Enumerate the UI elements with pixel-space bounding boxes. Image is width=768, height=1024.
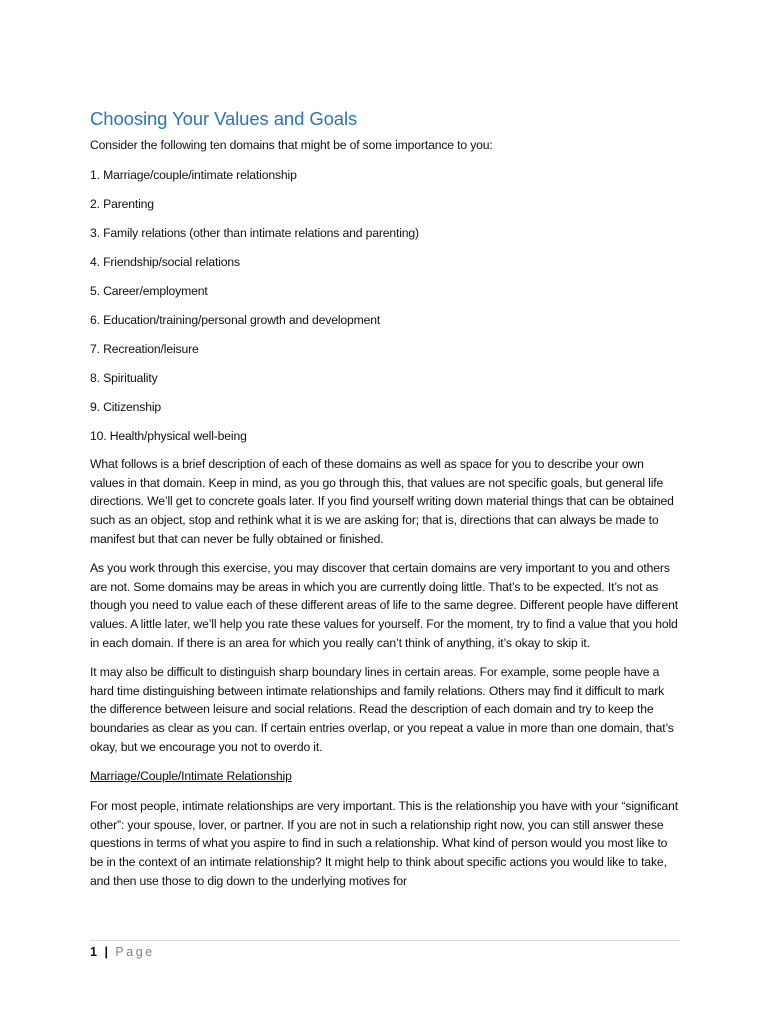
list-item: 8. Spirituality — [90, 370, 158, 385]
list-item: 3. Family relations (other than intimate relations and parenting) — [90, 225, 419, 240]
list-item: 10. Health/physical well-being — [90, 428, 247, 443]
intro-paragraph: Consider the following ten domains that might be of some importance to you: — [90, 138, 493, 152]
list-item: 9. Citizenship — [90, 399, 162, 414]
document-title: Choosing Your Values and Goals — [90, 108, 358, 129]
footer-separator: | — [104, 945, 109, 959]
body-paragraph: As you work through this exercise, you may discover that certain domains are very important to you and others are not. Some domains may be areas in which you are currently doing little. That’s to be expected. It’s not as though you need to value each of these different areas of life to the same degree. Different people have different values. A little later, we’ll help you rate these values for yourself. For the moment, try to find a value that you hold in each domain. If there is an area for which you really can’t think of anything, it’s okay to skip it. — [90, 560, 678, 650]
list-item: 6. Education/training/personal growth and development — [90, 312, 381, 327]
page-number: 1 — [90, 945, 98, 959]
body-paragraph: It may also be difficult to distinguish sharp boundary lines in certain areas. For example, some people have a hard time distinguishing between intimate relationships and family relations. Others may find it difficult to mark the difference between leisure and social relations. Read the description of each domain and try to keep the boundaries as clear as you can. If certain entries overlap, or you repeat a value in more than one domain, that’s okay, but we encourage you not to overdo it. — [90, 664, 674, 754]
list-item: 4. Friendship/social relations — [90, 254, 240, 269]
domain-list — [90, 167, 680, 445]
body-paragraph: What follows is a brief description of each of these domains as well as space for you to describe your own values in that domain. Keep in mind, as you go through this, that values are not specific goals, but general life directions. We’ll get to concrete goals later. If you find yourself writing down material things that can be obtained such as an object, stop and rethink what it is we are asking for; that is, directions that can always be made to manifest but that can never be fully obtained or finished. — [90, 456, 674, 546]
list-item: 1. Marriage/couple/intimate relationship — [90, 167, 297, 182]
page-footer — [90, 940, 680, 959]
section-heading: Marriage/Couple/Intimate Relationship — [90, 768, 292, 783]
section-paragraph: For most people, intimate relationships are very important. This is the relationship you have with your “significant other”: your spouse, lover, or partner. If you are not in such a relationship right now, you can still answer these questions in terms of what you aspire to find in such a relationship. What kind of person would you most like to be in the context of an intimate relationship? It might help to think about specific actions you would like to take, and then use those to dig down to the underlying motives for — [90, 798, 678, 888]
page-number-line — [90, 945, 680, 959]
page-label: Page — [115, 945, 155, 959]
list-item: 7. Recreation/leisure — [90, 341, 199, 356]
document-page — [90, 108, 680, 901]
list-item: 2. Parenting — [90, 196, 154, 211]
list-item: 5. Career/employment — [90, 283, 208, 298]
